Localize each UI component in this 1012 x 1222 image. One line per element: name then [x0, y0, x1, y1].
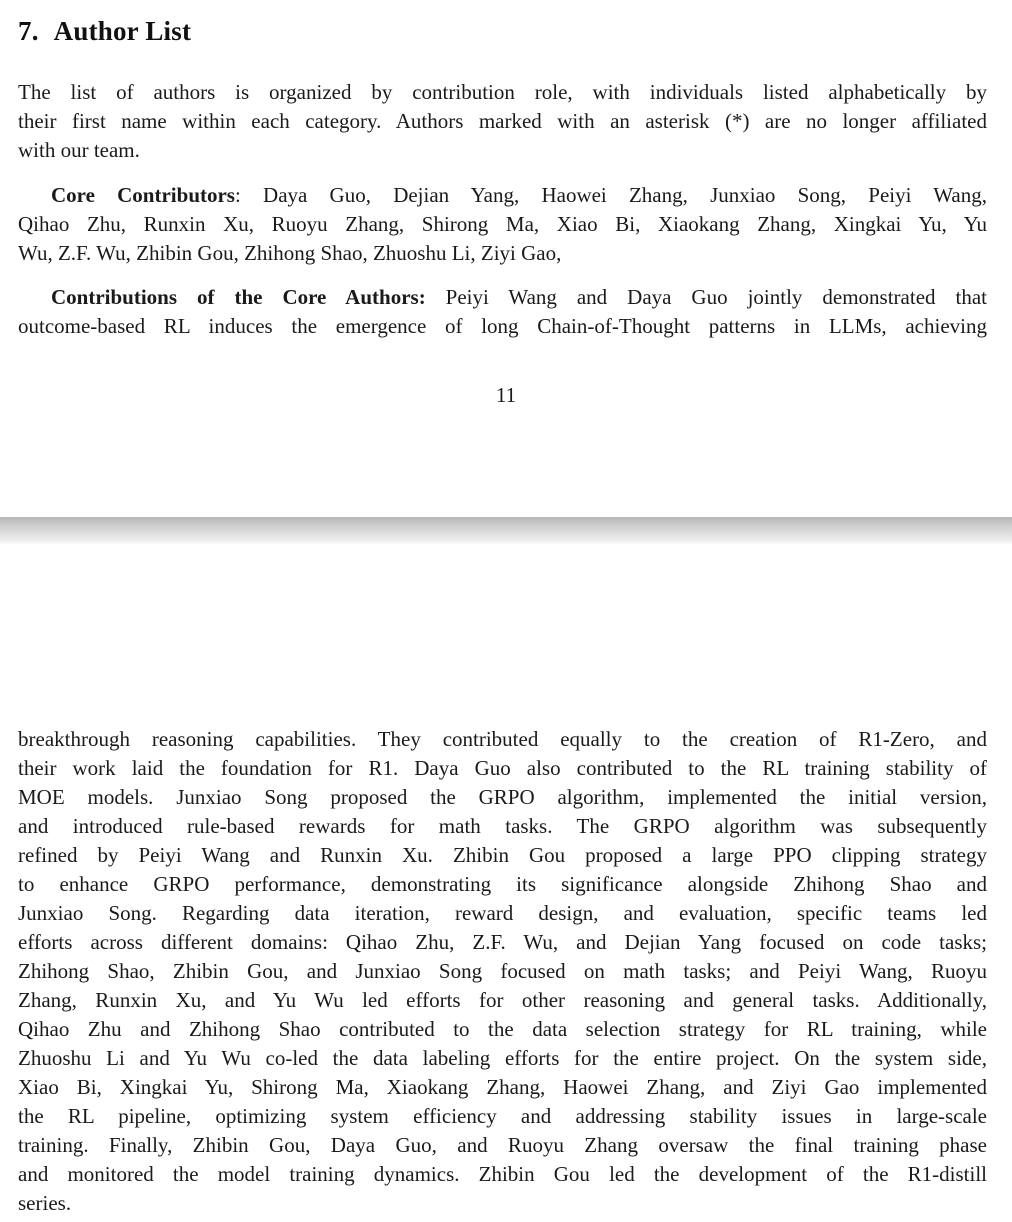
text-segment: Qihao Zhu and Zhihong Shao contributed to the data selection strategy for RL training, while — [18, 1017, 987, 1041]
paper-page-11 — [0, 0, 1012, 517]
text-segment: their work laid the foundation for R1. Daya Guo also contributed to the RL training stability of — [18, 756, 987, 780]
text-line — [18, 1131, 987, 1160]
section-heading — [18, 16, 191, 47]
text-line — [18, 283, 987, 312]
text-segment: series. — [18, 1191, 72, 1215]
text-line — [18, 841, 987, 870]
text-segment: Wu, Z.F. Wu, Zhibin Gou, Zhihong Shao, Zhuoshu Li, Ziyi Gao, — [18, 241, 562, 265]
text-line — [18, 783, 987, 812]
text-line — [18, 928, 987, 957]
text-segment: with our team. — [18, 138, 140, 162]
text-segment: : Daya Guo, Dejian Yang, Haowei Zhang, Junxiao Song, Peiyi Wang, — [234, 183, 987, 207]
text-line — [18, 1015, 987, 1044]
paragraph-contributions-of-core-authors — [18, 283, 987, 341]
section-number: 7. — [18, 16, 39, 46]
page-separator — [0, 517, 1012, 544]
text-line — [18, 107, 987, 136]
text-line — [18, 725, 987, 754]
text-segment: outcome-based RL induces the emergence of long Chain-of-Thought patterns in LLMs, achieving — [18, 314, 987, 338]
text-line — [18, 181, 987, 210]
text-line — [18, 754, 987, 783]
paragraph-core-contributors — [18, 181, 987, 268]
text-segment: Zhang, Runxin Xu, and Yu Wu led efforts for other reasoning and general tasks. Additionally, — [18, 988, 987, 1012]
text-segment: Zhuoshu Li and Yu Wu co-led the data labeling efforts for the entire project. On the system side, — [18, 1046, 987, 1070]
text-segment: Peiyi Wang and Daya Guo jointly demonstrated that — [425, 285, 987, 309]
text-segment: Zhihong Shao, Zhibin Gou, and Junxiao Song focused on math tasks; and Peiyi Wang, Ruoyu — [18, 959, 987, 983]
text-segment: to enhance GRPO performance, demonstrating its significance alongside Zhihong Shao and — [18, 872, 987, 896]
text-line — [18, 312, 987, 341]
text-segment: efforts across different domains: Qihao Zhu, Z.F. Wu, and Dejian Yang focused on code tasks; — [18, 930, 987, 954]
bold-lead-in: Contributions of the Core Authors: — [51, 285, 426, 309]
page-number: 11 — [495, 383, 517, 407]
text-line — [18, 136, 987, 165]
text-segment: the RL pipeline, optimizing system efficiency and addressing stability issues in large-scale — [18, 1104, 987, 1128]
paragraph-contributions-continuation — [18, 725, 987, 1218]
text-line — [18, 899, 987, 928]
text-line — [18, 986, 987, 1015]
text-line — [18, 239, 987, 268]
text-line — [18, 1189, 987, 1218]
text-line — [18, 957, 987, 986]
text-line — [18, 210, 987, 239]
paragraph-author-list-intro — [18, 78, 987, 165]
bold-lead-in: Core Contributors — [51, 183, 235, 207]
paper-page-12 — [0, 544, 1012, 1222]
text-line — [18, 870, 987, 899]
text-segment: breakthrough reasoning capabilities. They contributed equally to the creation of R1-Zero, and — [18, 727, 987, 751]
text-line — [18, 812, 987, 841]
text-line — [18, 1073, 987, 1102]
section-title: Author List — [53, 16, 192, 46]
text-segment: The list of authors is organized by contribution role, with individuals listed alphabetically by — [18, 80, 987, 104]
text-segment: and introduced rule-based rewards for math tasks. The GRPO algorithm was subsequently — [18, 814, 987, 838]
text-segment: and monitored the model training dynamics. Zhibin Gou led the development of the R1-distill — [18, 1162, 987, 1186]
text-segment: Qihao Zhu, Runxin Xu, Ruoyu Zhang, Shirong Ma, Xiao Bi, Xiaokang Zhang, Xingkai Yu, Yu — [18, 212, 987, 236]
text-segment: Xiao Bi, Xingkai Yu, Shirong Ma, Xiaokang Zhang, Haowei Zhang, and Ziyi Gao implemented — [18, 1075, 987, 1099]
text-segment: training. Finally, Zhibin Gou, Daya Guo, and Ruoyu Zhang oversaw the final training phase — [18, 1133, 987, 1157]
text-line — [18, 1160, 987, 1189]
text-segment: MOE models. Junxiao Song proposed the GRPO algorithm, implemented the initial version, — [18, 785, 987, 809]
text-segment: refined by Peiyi Wang and Runxin Xu. Zhibin Gou proposed a large PPO clipping strategy — [18, 843, 987, 867]
text-line — [18, 1044, 987, 1073]
text-segment: Junxiao Song. Regarding data iteration, reward design, and evaluation, specific teams led — [18, 901, 987, 925]
text-segment: their first name within each category. Authors marked with an asterisk (*) are no longer affiliated — [18, 109, 987, 133]
text-line — [18, 78, 987, 107]
text-line — [18, 1102, 987, 1131]
